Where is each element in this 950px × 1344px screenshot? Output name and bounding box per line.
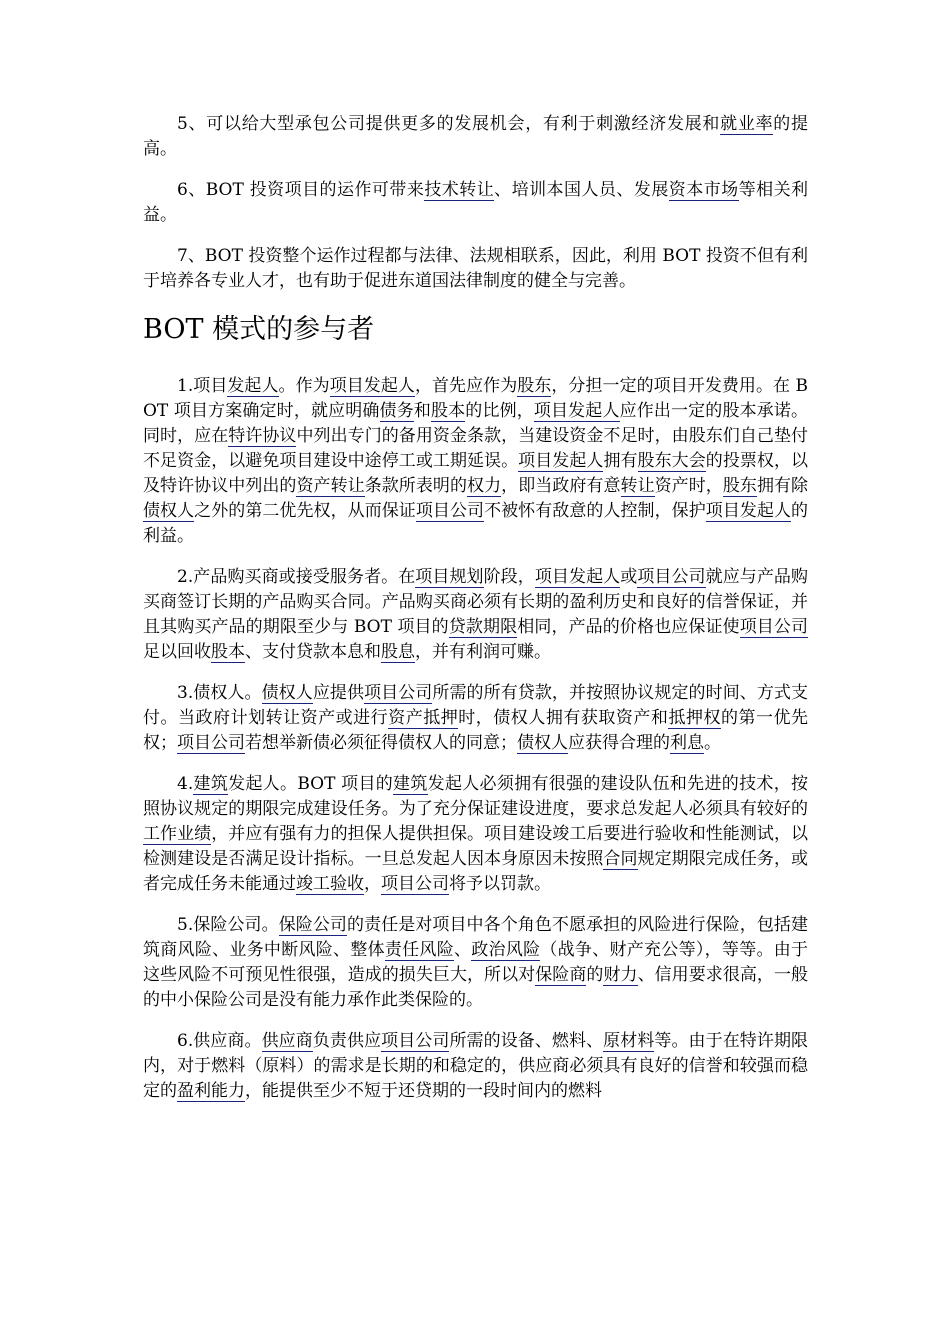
paragraph-text: 应获得合理的 [568,733,670,753]
term-link[interactable]: 贷款期限 [448,617,518,637]
section-heading: BOT 模式的参与者 [143,314,375,345]
paragraph-text: ，即当政府有意 [501,476,621,496]
paragraph-text: 2.产品购买商或接受服务者。在 [177,567,416,587]
paragraph-text: 应作出一定的股本承诺。同时，应在 [143,401,809,446]
paragraph-text: 的提高。 [143,114,809,159]
term-link[interactable]: 项目公司 [739,617,809,637]
term-link[interactable]: 项目公司 [415,501,485,521]
paragraph-text: 规定期限完成任务，或者完成任务未能通过 [143,849,809,894]
paragraph-text: 所需的设备、燃料、 [449,1031,604,1051]
term-link[interactable]: 建筑 [393,774,428,794]
paragraph [143,772,808,897]
paragraph-text: 5.保险公司。 [177,915,279,935]
paragraph [143,112,808,162]
term-link[interactable]: 权力 [467,476,502,496]
paragraph-text: 若想举新债必须征得债权人的同意； [245,733,517,753]
paragraph-text: （战争、财产充公等），等等。由于这些风险不可预见性很强，造成的损失巨大，所以对 [143,940,809,985]
term-link[interactable]: 工作业绩 [143,824,212,844]
term-link[interactable]: 股东 [722,476,757,496]
term-link[interactable]: 资产抵押 [388,708,459,728]
paragraph-text: 和 [413,401,431,421]
term-link[interactable]: 项目发起人 [518,451,604,471]
paragraph [143,913,808,1013]
term-link[interactable]: 股东 [517,376,552,396]
paragraph-text: 等相关利益。 [143,180,809,225]
paragraph-text: ， [364,874,381,894]
term-link[interactable]: 保险公司 [278,915,347,935]
paragraph-text: 7、BOT 投资整个运作过程都与法律、法规相联系，因此，利用 BOT 投资不但有利于培养各专业人才，也有助于促进东道国法律制度的健全与完善。 [143,246,808,291]
paragraph-text: 1.项目 [177,376,228,396]
paragraph-text: 、培训本国人员、发展 [494,180,669,200]
term-link[interactable]: 债权人 [143,501,195,521]
term-link[interactable]: 财力 [603,965,638,985]
term-link[interactable]: 资本市场 [668,180,739,200]
paragraph-text: 拥有除 [756,476,809,496]
term-link[interactable]: 项目公司 [381,874,449,894]
term-link[interactable]: 项目发起人 [705,501,792,521]
paragraph-text: 的投票权，以及特许协议中列出的 [143,451,809,496]
term-link[interactable]: 特许协议 [228,426,297,446]
term-link[interactable]: 盈利能力 [177,1081,245,1101]
term-link[interactable]: 股东大会 [637,451,706,471]
paragraph-text: ，并应有强有力的担保人提供担保。项目建设竣工后要进行验收和性能测试，以检测建设是否满足设计指标。一旦总发起人因本身原因未按照 [143,824,809,869]
paragraph-text: 5、可以给大型承包公司提供更多的发展机会，有利于刺激经济发展和 [177,114,721,134]
paragraph-text: 就应与产品购买商签订长期的产品购买合同。产品购买商必须有长期的盈利历史和良好的信誉保证，并且其购买产品的期限至少与 BOT 项目的 [143,567,809,637]
term-link[interactable]: 抵押权 [668,708,721,728]
paragraph-text: 所需的所有贷款，并按照协议规定的时间、方式支付。当政府计划转让资产或进行 [143,683,809,728]
paragraph-text: 。作为 [278,376,330,396]
paragraph-text: 相同，产品的价格也应保证使 [517,617,740,637]
paragraph-text: 。 [704,733,721,753]
paragraph-text: 的利益。 [143,501,809,546]
paragraph-text: 时，债权人拥有获取资产和 [458,708,669,728]
paragraph [143,244,808,294]
term-link[interactable]: 竣工验收 [296,874,364,894]
paragraph-text: 阶段， [483,567,535,587]
paragraph-text: 资产时， [654,476,723,496]
term-link[interactable]: 合同 [603,849,638,869]
paragraph [143,565,808,665]
term-link[interactable]: 债务 [379,401,414,421]
term-link[interactable]: 发起人 [227,376,279,396]
term-link[interactable]: 责任风险 [384,940,454,960]
paragraph-text: 的第一优先权； [143,708,809,753]
paragraph-text: 、信用要求很高，一般的中小保险公司是没有能力承作此类保险的。 [143,965,809,1010]
paragraph-text: ，并有利润可赚。 [415,642,551,662]
participants-section [143,374,808,1104]
paragraph-text: 不被怀有敌意的人控制，保护 [484,501,706,521]
paragraph-text: 发起人必须拥有很强的建设队伍和先进的技术，按照协议规定的期限完成建设任务。为了充分保证建设进度，要求总发起人必须具有较好的 [143,774,808,819]
term-link[interactable]: 转让 [620,476,655,496]
paragraph-text: 将予以罚款。 [449,874,551,894]
paragraph-text: 拥有 [603,451,638,471]
paragraph-text: 6.供应商。 [177,1031,262,1051]
term-link[interactable]: 股息 [381,642,415,662]
term-link[interactable]: 利息 [670,733,704,753]
paragraph-text: 、 [453,940,472,960]
paragraph-text: 3.债权人。 [177,683,262,703]
document-page [143,112,808,1120]
paragraph-text: 足以回收 [143,642,211,662]
term-link[interactable]: 资产转让 [296,476,365,496]
term-link[interactable]: 原材料 [603,1031,655,1051]
paragraph-text: 的责任是对项目中各个角色不愿承担的风险进行保险，包括建筑商风险、业务中断风险、整体 [143,915,808,960]
paragraph-text: 等。由于在特许期限内，对于燃料（原料）的需求是长期的和稳定的，供应商必须具有良好的信誉和较强而稳定的 [143,1031,809,1101]
paragraph-text: 的比例， [465,401,534,421]
advantages-section [143,112,808,294]
paragraph-text: 6、BOT 投资项目的运作可带来 [177,180,425,200]
term-link[interactable]: 建筑 [193,774,229,794]
paragraph [143,1029,808,1104]
term-link[interactable]: 项目公司 [177,733,245,753]
paragraph [143,178,808,228]
term-link[interactable]: 保险商 [535,965,587,985]
paragraph-text: ，首先应作为 [414,376,518,396]
paragraph-text: 条款所表明的 [364,476,468,496]
term-link[interactable]: 项目公司 [637,567,706,587]
term-link[interactable]: 项目发起人 [534,567,621,587]
term-link[interactable]: 债权人 [517,733,568,753]
paragraph-text: 发起人。BOT 项目的 [228,774,394,794]
term-link[interactable]: 就业率 [720,114,774,134]
paragraph [143,681,808,756]
term-link[interactable]: 债权人 [261,683,313,703]
paragraph-text: ，能提供至少不短于还贷期的一段时间内的燃料 [245,1081,602,1101]
term-link[interactable]: 股本 [431,401,466,421]
paragraph-text: 、支付贷款本息和 [245,642,381,662]
paragraph-text: 或 [620,567,638,587]
paragraph-text: 的 [586,965,604,985]
term-link[interactable]: 项目发起人 [329,376,415,396]
term-link[interactable]: 股本 [211,642,245,662]
paragraph-text: ，分担一定的项目开发费用。在 BOT 项目方案确定时，就应明确 [143,376,809,421]
term-link[interactable]: 项目公司 [364,683,433,703]
term-link[interactable]: 项目规划 [415,567,484,587]
term-link[interactable]: 项目公司 [381,1031,450,1051]
term-link[interactable]: 供应商 [261,1031,313,1051]
paragraph-text: 中列出专门的备用资金条款，当建设资金不足时，由股东们自己垫付不足资金，以避免项目建设中途停工或工期延误。 [143,426,809,471]
paragraph-text: 负责供应 [312,1031,382,1051]
term-link[interactable]: 政治风险 [471,940,541,960]
term-link[interactable]: 技术转让 [424,180,495,200]
paragraph-text: 之外的第二优先权，从而保证 [194,501,416,521]
paragraph-text: 应提供 [312,683,365,703]
term-link[interactable]: 项目发起人 [533,401,620,421]
paragraph [143,374,808,549]
paragraph-text: 4. [177,774,194,794]
